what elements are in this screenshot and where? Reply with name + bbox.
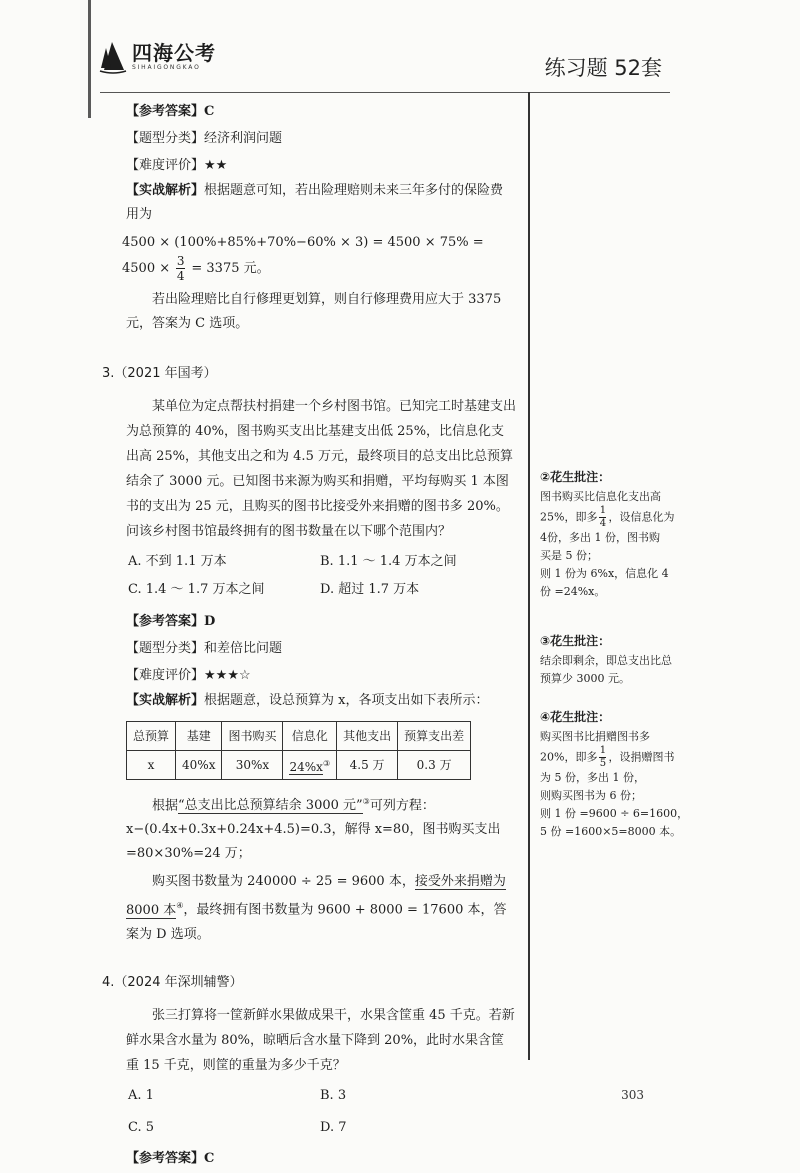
table-cell: x [127,751,176,780]
binder-line [88,0,91,118]
option-b: B. 3 [320,1087,347,1103]
q4-title: 4.（2024 年深圳辅警） [102,974,243,990]
analysis-text: 根据题意，设总预算为 x，各项支出如下表所示： [204,693,489,708]
table-cell-value: 24%x [289,759,323,774]
q3-equation [126,790,516,866]
q2-difficulty [126,152,516,179]
q2-category: 【题型分类】经济利润问题 [126,130,283,146]
difficulty-stars: ★★★☆ [204,667,251,683]
note-line: 买是 5 份； [540,549,598,562]
option-a: A. 不到 1.1 万本 [128,554,227,569]
note-text: 20%，即多 [540,750,598,764]
fraction-numerator: 1 [599,505,607,516]
analysis-label: 【实战解析】 [126,183,205,198]
eq-rest: 可列方程：x−(0.4x+0.3x+0.24x+4.5)=0.3，解得 x=80，图书购买支出 =80×30%=24 万； [126,798,501,862]
option-c: C. 1.4 ～ 1.7 万本之间 [128,582,265,597]
q2-conclusion: 若出险理赔比自行修理更划算，则自行修理费用应大于 3375 元，答案为 C 选项。 [126,292,502,331]
table-header-cell: 基建 [176,722,222,751]
note-title: ②花生批注： [540,470,611,484]
table-header-cell: 其他支出 [337,722,398,751]
sidebar-note-3 [540,632,690,688]
annotation-mark: ③ [322,758,331,768]
q3-analysis [126,689,516,713]
note-line: 结余即剩余，即总支出比总 [540,654,672,667]
q4-answer: 【参考答案】C [126,1151,215,1167]
annotation-mark: ④ [176,901,184,911]
table-header-cell: 信息化 [283,722,337,751]
note-line: 则购买图书为 6 份； [540,789,642,802]
note-title: ③花生批注： [540,634,611,648]
page-number: 303 [621,1088,644,1102]
q3-answer: 【参考答案】D [126,613,216,629]
note-line: 5 份 =1600×5=8000 本。 [540,825,682,838]
eq-pre: 根据 [152,798,179,814]
note-text: 25%，即多 [540,510,598,524]
fraction-denominator: 4 [176,269,185,283]
purchase-pre: 购买图书数量为 240000 ÷ 25 = 9600 本， [152,874,415,890]
sidebar-note-2 [540,468,690,601]
table-header-cell: 图书购买 [222,722,283,751]
note-line [540,506,690,529]
fraction-denominator: 5 [599,758,607,769]
analysis-label: 【实战解析】 [126,693,205,708]
fraction [599,746,606,769]
note-line: 图书购买比信息化支出高 [540,490,661,503]
q3-category: 【题型分类】和差倍比问题 [126,640,283,656]
q3-purchase [126,870,516,946]
table-cell: 4.5 万 [337,751,398,780]
fraction [599,506,606,529]
note-line: 份 =24%x。 [540,585,606,598]
fraction-denominator: 4 [599,518,607,529]
note-line [540,746,690,769]
logo-pinyin-text: SIHAIGONGKAO [132,64,201,71]
option-c: C. 5 [128,1119,155,1135]
q3-title: 3.（2021 年国考） [102,366,217,381]
brand-logo [98,40,216,74]
difficulty-label: 【难度评价】 [126,157,205,173]
table-cell: 30%x [222,751,283,780]
note-line: 购买图书比捐赠图书多 [540,730,650,743]
fraction-numerator: 1 [599,745,607,756]
purchase-underlined: 接受外来捐赠为 8000 本 [126,874,506,918]
analysis-text: 根据题意可知，若出险理赔则未来三年多付的保险费用为 [126,183,504,222]
q3-difficulty [126,662,516,689]
note-text: ，设信息化为 [608,510,675,524]
logo-chinese-text: 四海公考 [132,41,216,65]
budget-table [126,721,471,780]
note-title: ④花生批注： [540,710,611,724]
column-divider [528,92,530,1060]
table-header-row [127,722,471,751]
note-line: 则 1 份为 6%x，信息化 4 [540,567,669,580]
q3-options [128,550,516,602]
purchase-post: ，最终拥有图书数量为 9600 + 8000 = 17600 本，答案为 D 选项。 [126,902,507,942]
main-column [102,92,517,1173]
set-title: 练习题 52套 [544,56,662,80]
q2-answer: 【参考答案】C [126,103,215,119]
note-line: 预算少 3000 元。 [540,672,630,685]
difficulty-label: 【难度评价】 [126,667,205,683]
option-d: D. 7 [320,1119,347,1135]
option-a: A. 1 [128,1087,154,1103]
q2-formula [122,231,516,282]
table-row [127,751,471,780]
option-b: B. 1.1 ～ 1.4 万本之间 [320,554,457,569]
table-cell: 0.3 万 [398,751,471,780]
table-cell-info [283,751,337,780]
eq-quote: “总支出比总预算结余 3000 元” [178,798,363,814]
q4-stem: 张三打算将一筐新鲜水果做成果干，水果含筐重 45 千克。若新鲜水果含水量为 80%，晾晒后含水量下降到 20%，此时水果含筐重 15 千克，则筐的重量为多少千克？ [126,1007,515,1073]
difficulty-stars: ★★ [204,157,228,173]
fraction-numerator: 3 [176,254,185,268]
note-line: 4份，多出 1 份，图书购 [540,531,660,544]
sidebar-note-4 [540,708,690,841]
sail-logo-icon [98,40,128,74]
note-line: 则 1 份 =9600 ÷ 6=1600， [540,807,689,820]
table-header-cell: 总预算 [127,722,176,751]
formula-main: 4500 × (100%+85%+70%−60% × 3) = 4500 × 75% = 4500 × [122,235,484,276]
option-d: D. 超过 1.7 万本 [320,582,420,597]
table-header-cell: 预算支出差 [398,722,471,751]
q4-options [128,1084,516,1140]
formula-tail: = 3375 元。 [191,261,270,276]
q2-analysis [126,179,516,227]
note-line: 为 5 份，多出 1 份， [540,771,645,784]
fraction [176,255,185,282]
note-text: ，设捐赠图书 [608,750,675,764]
q3-stem: 某单位为定点帮扶村捐建一个乡村图书馆。已知完工时基建支出为总预算的 40%，图书购买支出比基建支出低 25%，比信息化支出高 25%，其他支出之和为 4.5 万元，最终项目的总支出比总预算结余了 3000 元。已知图书来源为购买和捐赠，平均每购买 1 本图书的支出为 25 元，且购买的图书比接受外来捐赠的图书多 20%。问该乡村图书馆最终拥有的图书数量在以下哪个范围内？ [126,399,517,539]
table-cell: 40%x [176,751,222,780]
annotation-mark: ③ [362,797,370,806]
